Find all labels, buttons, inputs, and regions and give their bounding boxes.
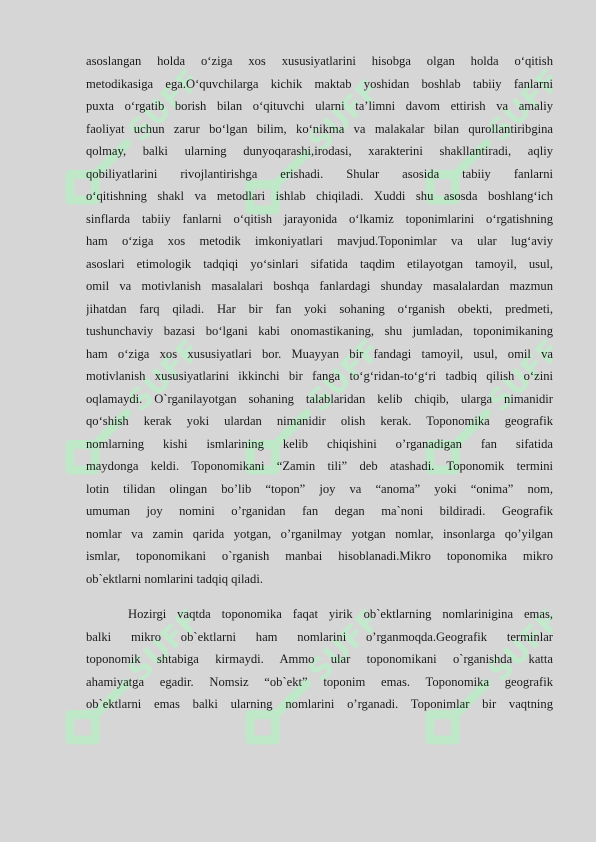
- text-line: Hozirgi vaqtda toponomika faqat yirik ob`ektlarning nomlarinigina emas,: [128, 607, 553, 621]
- watermark-text: SUFF: [301, 72, 388, 160]
- text-line: lotin tilidan olingan bo’lib “topon” joy va “anoma” yoki “onima” nom,: [86, 481, 553, 496]
- text-line: asoslari etimologik tadqiqi yo‘sinlari sifatida taqdim etilayotgan tamoyil, usul,: [86, 256, 553, 271]
- text-line: o‘qitishning shakl va metodlari ishlab chiqiladi. Xuddi shu asosda boshlang‘ich: [86, 189, 553, 203]
- text-line: sinflarda tabiiy fanlarni o‘qitish jarayonida o‘lkamiz toponimlarini o‘rgatishning: [86, 211, 553, 226]
- text-line: toponomik shtabiga kirmaydi. Ammo ular toponomikani o`rganishda katta: [86, 652, 553, 666]
- watermark-text: SUFF: [481, 602, 568, 690]
- text-line: qo‘shish kerak yoki ulardan nimanidir olish kerak. Toponomika geografik: [86, 414, 553, 428]
- text-line: omil va motivlanish masalalari boshqa fanlardagi shunday masalalardan mazmun: [86, 279, 553, 293]
- text-line: nomlar va zamin qarida yotgan, o’rganilmay yotgan nomlar, insonlarga qo’yilgan: [86, 526, 553, 541]
- paragraph-spacer: [86, 590, 553, 603]
- watermark-text: SUFF: [301, 332, 388, 420]
- text-line: umuman joy nomini o’rganidan fan degan ma`noni bildiradi. Geografik: [86, 504, 553, 518]
- text-line: tushunchaviy bazasi bo‘lgani kabi onomastikaning, shu jumladan, toponimikaning: [86, 324, 553, 338]
- text-line: motivlanish xususiyatlarini ikkinchi bir fanga to‘g‘ridan-to‘g‘ri tadbiq qilish o‘zini: [86, 369, 553, 383]
- document-page: [86, 50, 553, 716]
- watermark-text: SUFF: [301, 602, 388, 690]
- paragraph-1: [86, 50, 553, 590]
- text-line: ham o‘ziga xos metodik imkoniyatlari mavjud.Toponimlar va ular lug‘aviy: [86, 234, 553, 248]
- text-line: qobiliyatlarini rivojlantirishga erishadi. Shular asosida tabiiy fanlarni: [86, 166, 553, 181]
- text-line: ob`ektlarni emas balki ularning nomlarini o’rganadi. Toponimlar bir vaqtning: [86, 697, 553, 711]
- watermark-text: SUFF: [481, 62, 568, 150]
- text-line: jihatdan farq qiladi. Har bir fan yoki sohaning o‘rganish obekti, predmeti,: [86, 301, 553, 316]
- text-line: ob`ektlarni nomlarini tadqiq qiladi.: [86, 571, 263, 586]
- text-line: puxta o‘rgatib borish bilan o‘qituvchi ularni ta’limni davom ettirish va amaliy: [86, 99, 553, 113]
- text-line: metodikasiga ega.O‘quvchilarga kichik maktab yoshidan boshlab tabiiy fanlarni: [86, 76, 553, 91]
- text-line: qolmay, balki ularning dunyoqarashi,irodasi, xarakterini shakllantiradi, aqliy: [86, 144, 553, 158]
- text-line: oqlamaydi. O`rganilayotgan sohaning talablaridan kelib chiqib, ularga nimanidir: [86, 391, 553, 406]
- text-line: ham o‘ziga xos xususiyatlari bor. Muayyan bir fandagi tamoyil, usul, omil va: [86, 346, 553, 361]
- text-line: faoliyat uchun zarur bo‘lgan bilim, ko‘nikma va malakalar bilan qurollantiribgina: [86, 121, 553, 136]
- text-line: balki mikro ob`ektlarni ham nomlarini o’rganmoqda.Geografik terminlar: [86, 629, 553, 644]
- watermark-text: SUFF: [481, 332, 568, 420]
- text-line: ismlar, toponomikani o`rganish manbai hisoblanadi.Mikro toponomika mikro: [86, 549, 553, 563]
- watermark-text: SUFF: [121, 332, 208, 420]
- watermark-text: SUFF: [121, 62, 208, 150]
- watermark-text: SUFF: [121, 602, 208, 690]
- text-line: ahamiyatga egadir. Nomsiz “ob`ekt” toponim emas. Toponomika geografik: [86, 674, 553, 689]
- text-line: asoslangan holda o‘ziga xos xususiyatlarini hisobga olgan holda o‘qitish: [86, 54, 553, 68]
- paragraph-2: [86, 603, 553, 716]
- text-line: nomlarning kishi ismlarining kelib chiqishini o’rganadigan fan sifatida: [86, 436, 553, 451]
- text-line: maydonga keldi. Toponomikani “Zamin tili” deb atashadi. Toponomik termini: [86, 459, 553, 473]
